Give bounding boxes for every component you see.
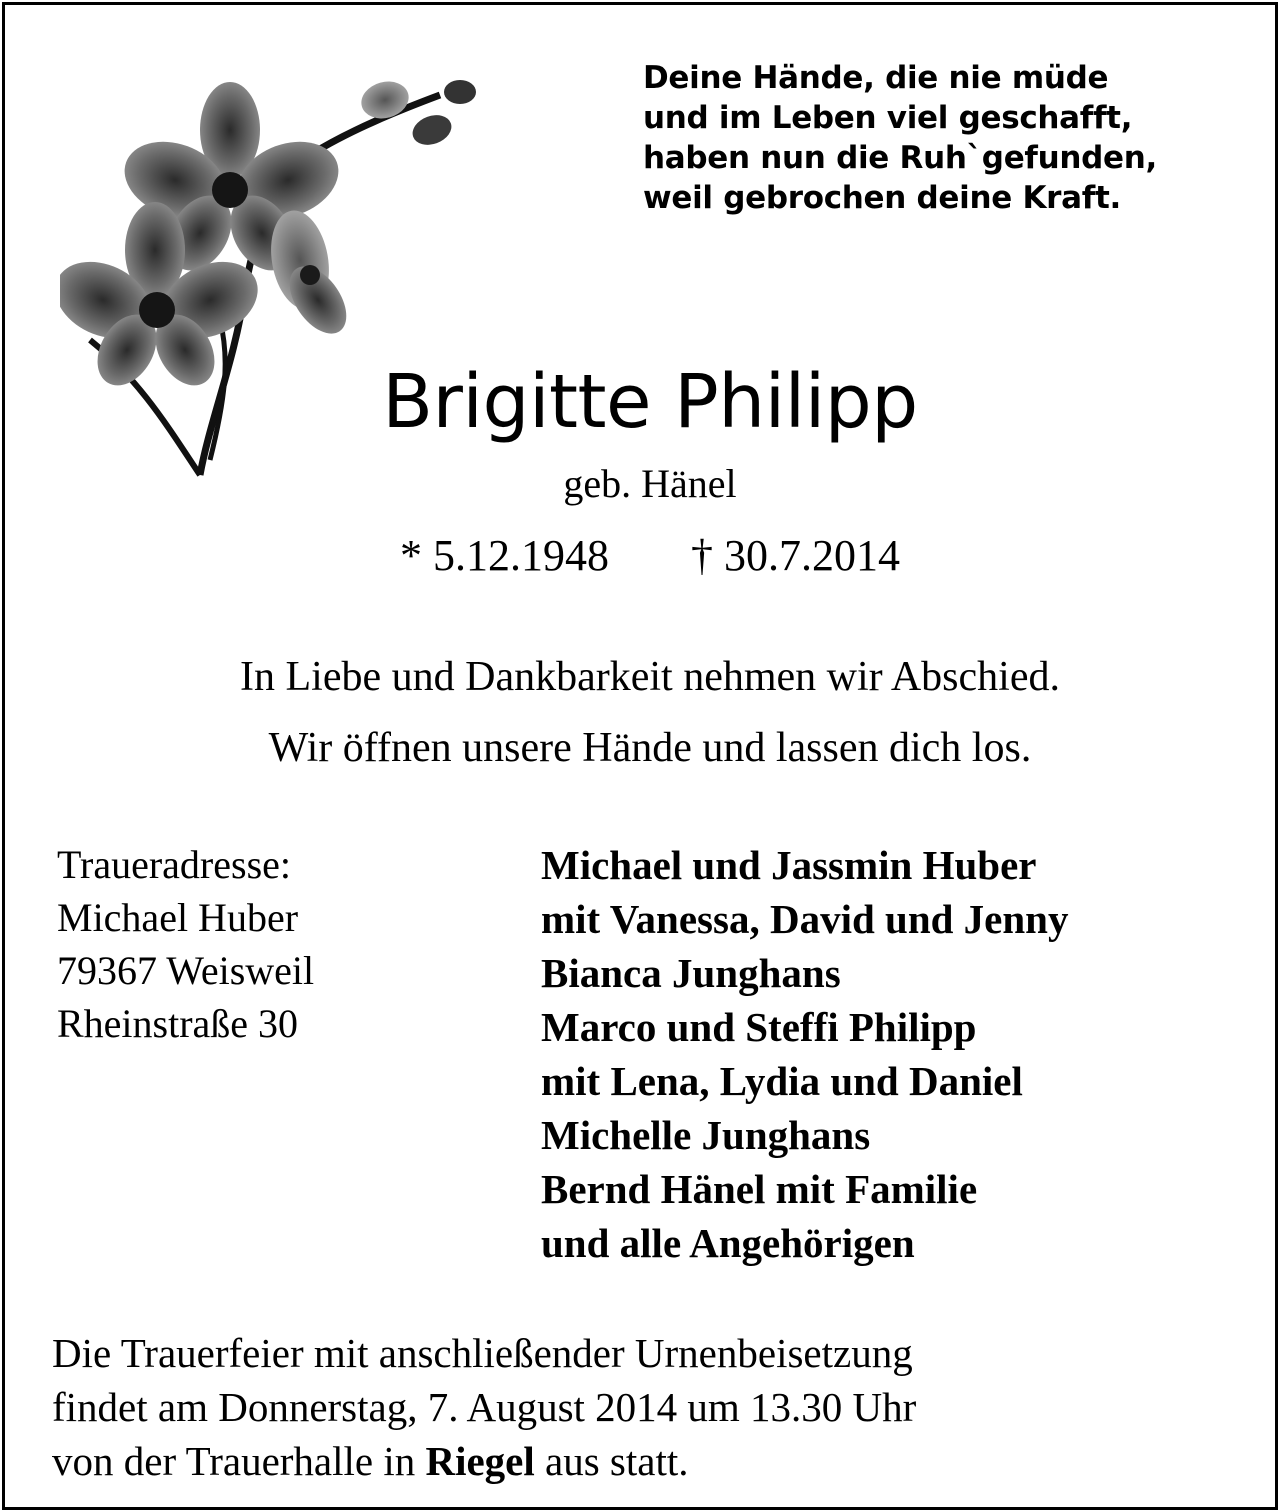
- service-line: [52, 1434, 1252, 1488]
- maiden-name: geb. Hänel: [563, 461, 737, 506]
- address-line: Rheinstraße 30: [57, 1001, 299, 1046]
- service-line3-prefix: von der Trauerhalle in: [52, 1438, 416, 1484]
- mourning-address: [57, 838, 497, 1050]
- service-info: [52, 1326, 1252, 1488]
- mourner-line: mit Lena, Lydia und Daniel: [541, 1058, 1023, 1104]
- poem-line: weil gebrochen deine Kraft.: [643, 180, 1121, 216]
- service-place: Riegel: [425, 1438, 535, 1484]
- birth-symbol: *: [400, 531, 422, 580]
- mourner-line: und alle Angehörigen: [541, 1220, 915, 1266]
- life-dates: [0, 528, 1280, 584]
- mourner-line: mit Vanessa, David und Jenny: [541, 896, 1069, 942]
- mourner-line: Michael und Jassmin Huber: [541, 842, 1037, 888]
- poem: [643, 58, 1243, 218]
- deceased-name: Brigitte Philipp: [382, 359, 918, 445]
- poem-line: haben nun die Ruh`gefunden,: [643, 140, 1158, 176]
- verse-line: Wir öffnen unsere Hände und lassen dich los.: [268, 725, 1032, 771]
- mourner-line: Bianca Junghans: [541, 950, 841, 996]
- address-line: Michael Huber: [57, 895, 299, 940]
- poem-line: Deine Hände, die nie müde: [643, 60, 1109, 96]
- mourner-line: Marco und Steffi Philipp: [541, 1004, 977, 1050]
- mourners-list: [541, 838, 1261, 1270]
- service-line: Die Trauerfeier mit anschließender Urnenbeisetzung: [52, 1330, 913, 1376]
- service-line: findet am Donnerstag, 7. August 2014 um 13.30 Uhr: [52, 1384, 917, 1430]
- death-date: 30.7.2014: [724, 531, 900, 580]
- poem-line: und im Leben viel geschafft,: [643, 100, 1133, 136]
- service-line3-suffix: aus statt.: [545, 1438, 689, 1484]
- address-line: 79367 Weisweil: [57, 948, 315, 993]
- birth-date: 5.12.1948: [433, 531, 609, 580]
- verse-line: In Liebe und Dankbarkeit nehmen wir Abschied.: [240, 654, 1060, 700]
- death-symbol: †: [691, 531, 713, 580]
- mourner-line: Bernd Hänel mit Familie: [541, 1166, 978, 1212]
- mourner-line: Michelle Junghans: [541, 1112, 871, 1158]
- address-line: Traueradresse:: [57, 842, 292, 887]
